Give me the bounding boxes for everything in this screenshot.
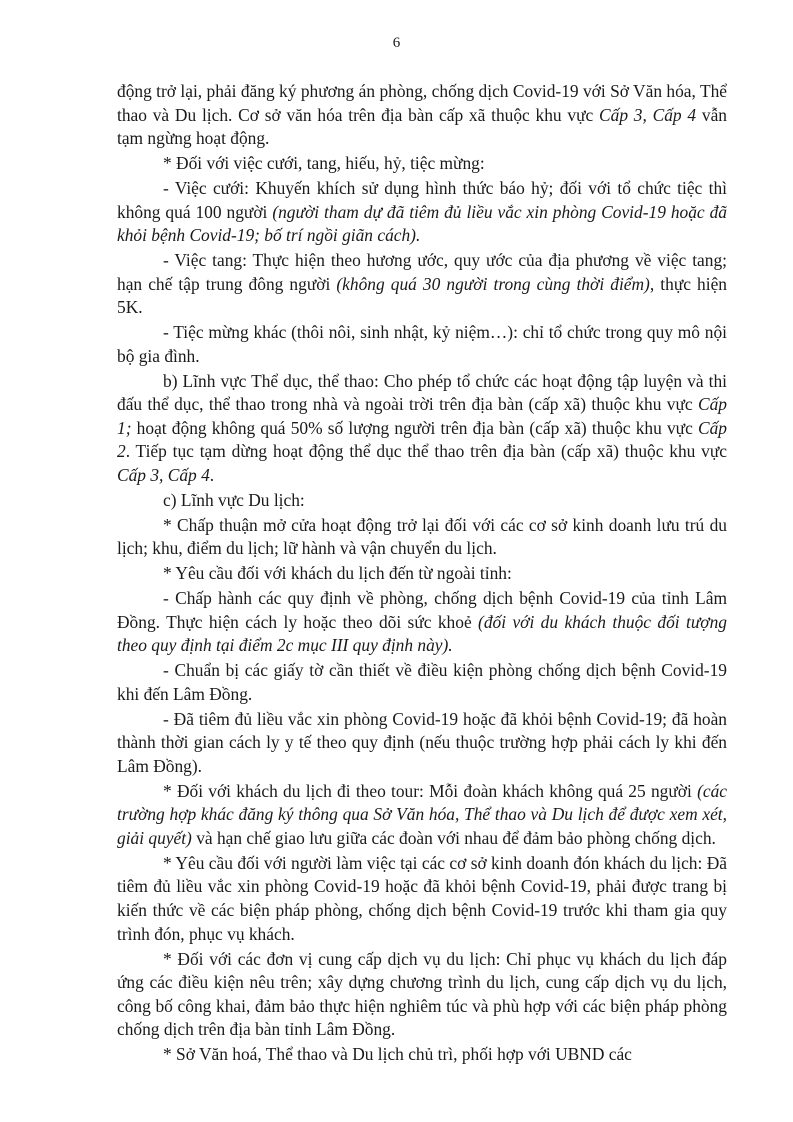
paragraph (117, 249, 727, 320)
paragraph (117, 659, 727, 706)
paragraph (117, 708, 727, 779)
paragraph (117, 587, 727, 658)
paragraph (117, 852, 727, 946)
text-run: - Đã tiêm đủ liều vắc xin phòng Covid-19 hoặc đã khỏi bệnh Covid-19; đã hoàn thành thời gian cách ly y tế theo quy định (nếu thuộc trường hợp phải cách ly khi đến Lâm Đồng). (117, 708, 727, 776)
text-run: vẫn tạm ngừng hoạt động. (117, 104, 728, 149)
body-text (117, 80, 727, 1068)
italic-text-run: (người tham dự đã tiêm đủ liều vắc xin phòng Covid-19 hoặc đã khỏi bệnh Covid-19; bố trí ngồi giãn cách). (117, 201, 727, 246)
text-run: thực hiện 5K. (117, 273, 727, 318)
text-run: - Chuẩn bị các giấy tờ cần thiết về điều kiện phòng chống dịch bệnh Covid-19 khi đến Lâm Đồng. (117, 660, 727, 704)
text-run: - Việc tang: Thực hiện theo hương ước, quy ước của địa phương về việc tang; hạn chế tập trung đông người (117, 250, 727, 294)
text-run: động trở lại, phải đăng ký phương án phòng, chống dịch Covid-19 với Sở Văn hóa, Thể thao và Du lịch. Cơ sở văn hóa trên địa bàn cấp xã thuộc khu vực (117, 81, 727, 125)
paragraph (117, 80, 727, 151)
paragraph (117, 177, 727, 248)
text-run: - Tiệc mừng khác (thôi nôi, sinh nhật, kỷ niệm…): chỉ tổ chức trong quy mô nội bộ gia đình. (117, 322, 727, 366)
text-run: * Đối với việc cưới, tang, hiếu, hỷ, tiệc mừng: (163, 153, 485, 174)
paragraph (117, 321, 727, 368)
text-run: * Yêu cầu đối với khách du lịch đến từ ngoài tỉnh: (163, 563, 512, 584)
paragraph (117, 514, 727, 561)
italic-text-run: Cấp 1; (117, 394, 727, 438)
paragraph (117, 780, 727, 851)
paragraph (117, 489, 727, 513)
italic-text-run: Cấp 3, Cấp 4 (117, 464, 210, 485)
text-run: b) Lĩnh vực Thể dục, thể thao: Cho phép tổ chức các hoạt động tập luyện và thi đấu thể dục, thể thao trong nhà và ngoài trời trên địa bàn (cấp xã) thuộc khu vực (117, 370, 727, 415)
text-run: và hạn chế giao lưu giữa các đoàn với nhau để đảm bảo phòng chống dịch. (191, 827, 716, 848)
text-run: c) Lĩnh vực Du lịch: (163, 489, 305, 510)
paragraph (117, 562, 727, 586)
paragraph (117, 1043, 727, 1067)
text-run: . (209, 464, 215, 485)
italic-text-run: (các trường hợp khác đăng ký thông qua Sở Văn hóa, Thể thao và Du lịch để được xem xét, giải quyết) (117, 780, 727, 848)
italic-text-run: Cấp 2 (117, 417, 727, 462)
text-run: * Yêu cầu đối với người làm việc tại các cơ sở kinh doanh đón khách du lịch: Đã tiêm đủ liều vắc xin phòng Covid-19 hoặc đã khỏi bệnh Covid-19, phải được trang bị kiến thức về các biện pháp phòng, chống dịch bệnh Covid-19 trước khi tham gia quy trình đón, phục vụ khách. (117, 852, 727, 944)
text-run: - Chấp hành các quy định về phòng, chống dịch bệnh Covid-19 của tỉnh Lâm Đồng. Thực hiện cách ly hoặc theo dõi sức khoẻ (117, 588, 727, 632)
text-run: hoạt động không quá 50% số lượng người trên địa bàn (cấp xã) thuộc khu vực (131, 417, 698, 438)
page-number: 6 (392, 35, 401, 51)
paragraph (117, 948, 727, 1042)
italic-text-run: (đối với du khách thuộc đối tượng theo quy định tại điểm 2c mục III quy định này). (117, 611, 727, 656)
text-run: * Sở Văn hoá, Thể thao và Du lịch chủ trì, phối hợp với UBND các (163, 1044, 632, 1065)
paragraph (117, 370, 727, 488)
text-run: * Đối với các đơn vị cung cấp dịch vụ du lịch: Chỉ phục vụ khách du lịch đáp ứng các điều kiện nêu trên; xây dựng chương trình du lịch, cung cấp dịch vụ du lịch, công bố công khai, đảm bảo thực hiện nghiêm túc và phù hợp với các biện pháp phòng chống dịch trên địa bàn tỉnh Lâm Đồng. (117, 948, 727, 1040)
paragraph (117, 152, 727, 176)
text-run: * Đối với khách du lịch đi theo tour: Mỗi đoàn khách không quá 25 người (163, 780, 698, 801)
text-run: . Tiếp tục tạm dừng hoạt động thể dục thể thao trên địa bàn (cấp xã) thuộc khu vực (125, 441, 727, 462)
italic-text-run: Cấp 3, Cấp 4 (599, 104, 697, 125)
italic-text-run: (không quá 30 người trong cùng thời điểm), (336, 273, 655, 294)
text-run: - Việc cưới: Khuyến khích sử dụng hình thức báo hỷ; đối với tổ chức tiệc thì không quá 100 người (117, 177, 727, 222)
text-run: * Chấp thuận mở cửa hoạt động trở lại đối với các cơ sở kinh doanh lưu trú du lịch; khu, điểm du lịch; lữ hành và vận chuyển du lịch. (117, 514, 727, 559)
